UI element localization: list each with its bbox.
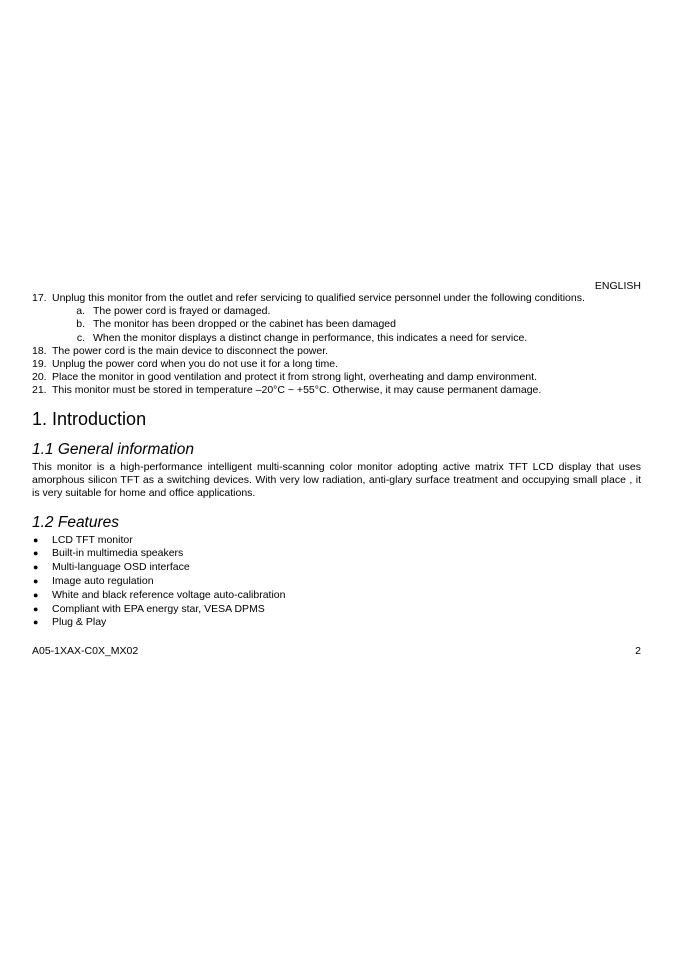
feature-text: Plug & Play <box>52 616 107 629</box>
safety-item-17 <box>32 292 641 345</box>
item-text: Unplug this monitor from the outlet and refer servicing to qualified service personnel under the following conditions. <box>52 292 585 304</box>
feature-item <box>32 561 641 575</box>
bullet-icon: ● <box>33 589 39 600</box>
safety-subitem-a <box>32 305 641 318</box>
safety-item-18 <box>32 345 641 358</box>
subitem-text: The power cord is frayed or damaged. <box>93 305 271 318</box>
bullet-icon: ● <box>33 603 39 614</box>
feature-item <box>32 547 641 561</box>
item-text: Place the monitor in good ventilation and protect it from strong light, overheating and damp environment. <box>52 371 538 384</box>
safety-subitem-c <box>32 332 641 345</box>
feature-item <box>32 575 641 589</box>
bullet-icon: ● <box>33 534 39 545</box>
subsection-title-features: 1.2 Features <box>32 513 120 531</box>
page-content <box>32 292 641 630</box>
feature-item <box>32 616 641 630</box>
bullet-icon: ● <box>33 562 39 573</box>
page-footer <box>32 645 641 658</box>
safety-item-20 <box>32 371 641 384</box>
subitem-letter: b. <box>76 318 85 331</box>
bullet-icon: ● <box>33 575 39 586</box>
item-number: 17. <box>32 292 47 304</box>
language-header: ENGLISH <box>594 280 641 292</box>
item-text: Unplug the power cord when you do not use it for a long time. <box>52 358 339 371</box>
item-number: 21. <box>32 384 47 397</box>
subitem-text: The monitor has been dropped or the cabinet has been damaged <box>93 318 396 331</box>
feature-text: Image auto regulation <box>52 574 154 587</box>
feature-item <box>32 534 641 548</box>
document-code: A05-1XAX-C0X_MX02 <box>32 645 139 657</box>
feature-text: Compliant with EPA energy star, VESA DPMS <box>52 602 265 615</box>
page-number: 2 <box>635 645 641 657</box>
safety-item-19 <box>32 358 641 371</box>
item-number: 20. <box>32 371 47 384</box>
safety-subitem-b <box>32 318 641 331</box>
subitem-letter: a. <box>76 305 85 318</box>
feature-text: Multi-language OSD interface <box>52 561 190 574</box>
safety-item-21 <box>32 384 641 397</box>
feature-item <box>32 589 641 603</box>
safety-instructions-list <box>32 292 641 398</box>
feature-text: White and black reference voltage auto-calibration <box>52 588 286 601</box>
section-title-introduction: 1. Introduction <box>32 408 147 429</box>
subitem-letter: c. <box>76 331 85 344</box>
general-information-paragraph: This monitor is a high-performance intelligent multi-scanning color monitor adopting active matrix TFT LCD display that uses amorphous silicon TFT as a switching devices. With very low radiation, anti-glary surface treatment and occupying small place , it is very suitable for home and office applications. <box>32 460 641 500</box>
feature-text: Built-in multimedia speakers <box>52 547 184 560</box>
item-text: The power cord is the main device to disconnect the power. <box>52 344 329 357</box>
bullet-icon: ● <box>33 548 39 559</box>
item-text: This monitor must be stored in temperature –20°C ~ +55°C. Otherwise, it may cause permanent damage. <box>52 384 542 397</box>
item-number: 18. <box>32 344 47 357</box>
feature-item <box>32 603 641 617</box>
subitem-text: When the monitor displays a distinct change in performance, this indicates a need for service. <box>93 331 528 344</box>
bullet-icon: ● <box>33 617 39 628</box>
features-list <box>32 534 641 631</box>
subsection-title-general-information: 1.1 General information <box>32 440 194 458</box>
feature-text: LCD TFT monitor <box>52 533 133 546</box>
safety-subitems-list <box>32 305 641 345</box>
item-number: 19. <box>32 358 47 371</box>
